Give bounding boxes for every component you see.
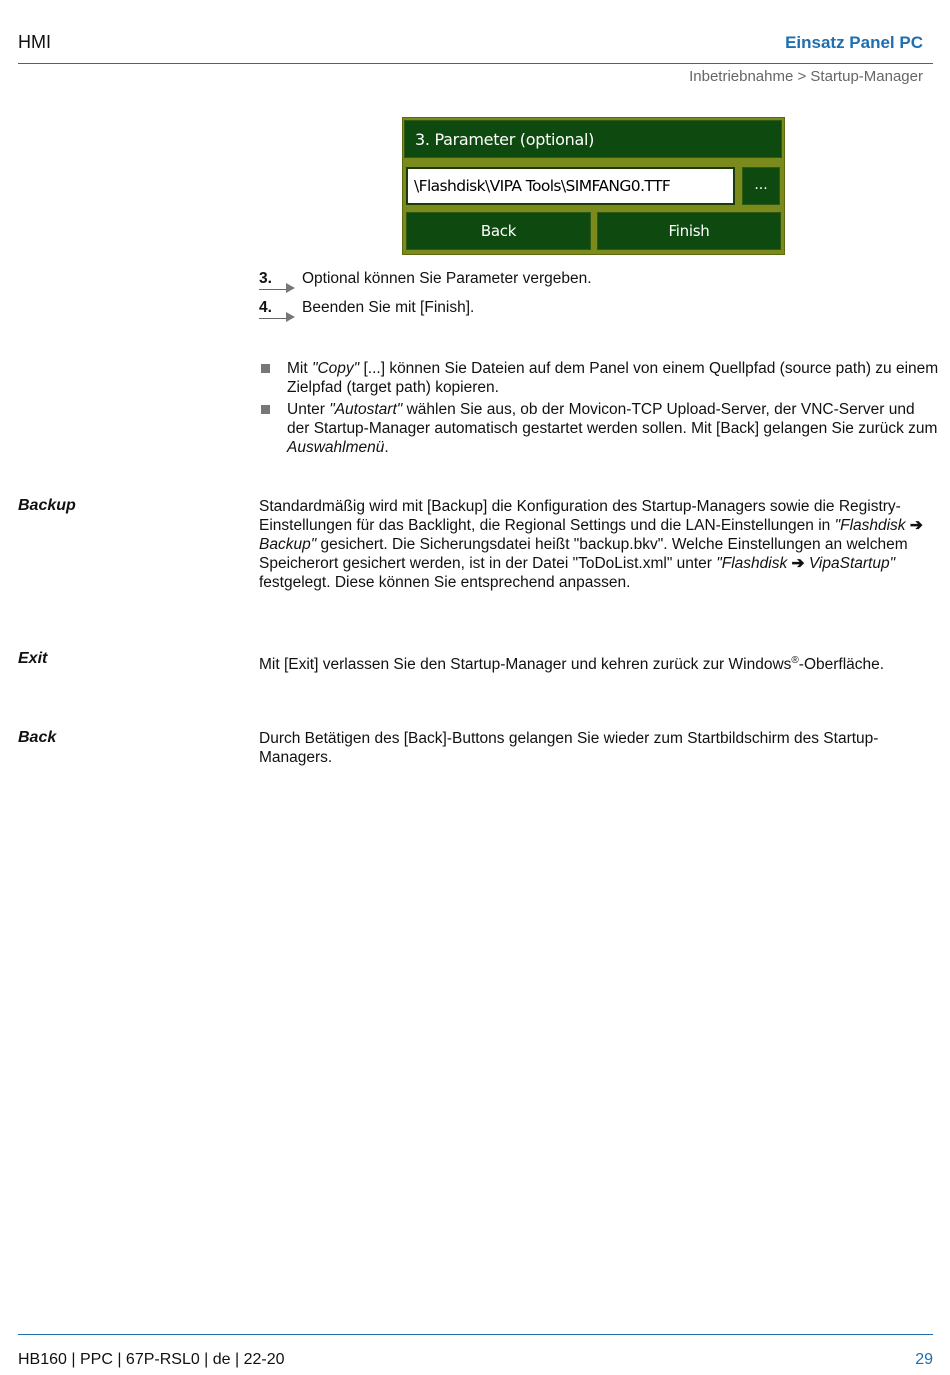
step-item bbox=[259, 299, 475, 317]
finish-button[interactable]: Finish bbox=[597, 212, 781, 250]
panel-title: 3. Parameter (optional) bbox=[404, 120, 782, 158]
step-text: Beenden Sie mit [Finish]. bbox=[302, 299, 475, 316]
bullet-square-icon bbox=[261, 405, 270, 414]
section-text-exit: Mit [Exit] verlassen Sie den Startup-Manager und kehren zurück zur Windows®-Oberfläche. bbox=[259, 655, 885, 674]
section-text-backup: Standardmäßig wird mit [Backup] die Konfiguration des Startup-Managers sowie die Registry-Einstellungen für das Backlight, die Regional Settings und die LAN-Einstellungen in "Flashdisk ➔ Backup" gesichert. Die Sicherungsdatei heißt "backup.bkv". Welche Einstellungen an welchem Speicherort gesichert werden, ist in der Datei "ToDoList.xml" unter "Flashdisk ➔ VipaStartup" festgelegt. Diese können Sie entsprechend anpassen. bbox=[259, 498, 923, 591]
header-chapter-title: Einsatz Panel PC bbox=[785, 33, 923, 52]
step-number: 4. bbox=[259, 299, 297, 317]
step-arrow-icon bbox=[286, 283, 295, 293]
section-label-exit: Exit bbox=[18, 650, 48, 667]
step-number: 3. bbox=[259, 270, 297, 288]
arrow-icon: ➔ bbox=[791, 555, 805, 572]
footer-document-id: HB160 | PPC | 67P-RSL0 | de | 22-20 bbox=[18, 1351, 285, 1368]
bullet-square-icon bbox=[261, 364, 270, 373]
header-section-title: HMI bbox=[18, 32, 51, 52]
breadcrumb: Inbetriebnahme > Startup-Manager bbox=[689, 68, 923, 85]
section-label-backup: Backup bbox=[18, 497, 76, 514]
footer-divider bbox=[18, 1334, 933, 1335]
page-number: 29 bbox=[915, 1351, 933, 1368]
section-text-back: Durch Betätigen des [Back]-Buttons gelangen Sie wieder zum Startbildschirm des Startup-Managers. bbox=[259, 730, 879, 766]
bullet-list bbox=[259, 359, 939, 460]
header-divider bbox=[18, 63, 933, 64]
browse-button[interactable]: ... bbox=[742, 167, 780, 205]
back-button[interactable]: Back bbox=[406, 212, 591, 250]
parameter-path-field[interactable]: \Flashdisk\VIPA Tools\SIMFANG0.TTF bbox=[406, 167, 735, 205]
arrow-icon: ➔ bbox=[909, 517, 923, 534]
bullet-item: Mit "Copy" [...] können Sie Dateien auf dem Panel von einem Quellpfad (source path) zu einem Zielpfad (target path) kopieren. bbox=[259, 359, 939, 397]
step-item bbox=[259, 270, 592, 288]
step-text: Optional können Sie Parameter vergeben. bbox=[302, 270, 592, 287]
step-arrow-icon bbox=[286, 312, 295, 322]
bullet-item: Unter "Autostart" wählen Sie aus, ob der Movicon-TCP Upload-Server, der VNC-Server und der Startup-Manager automatisch gestartet werden sollen. Mit [Back] gelangen Sie zurück zum Auswahlmenü. bbox=[259, 400, 939, 457]
section-label-back: Back bbox=[18, 729, 57, 746]
